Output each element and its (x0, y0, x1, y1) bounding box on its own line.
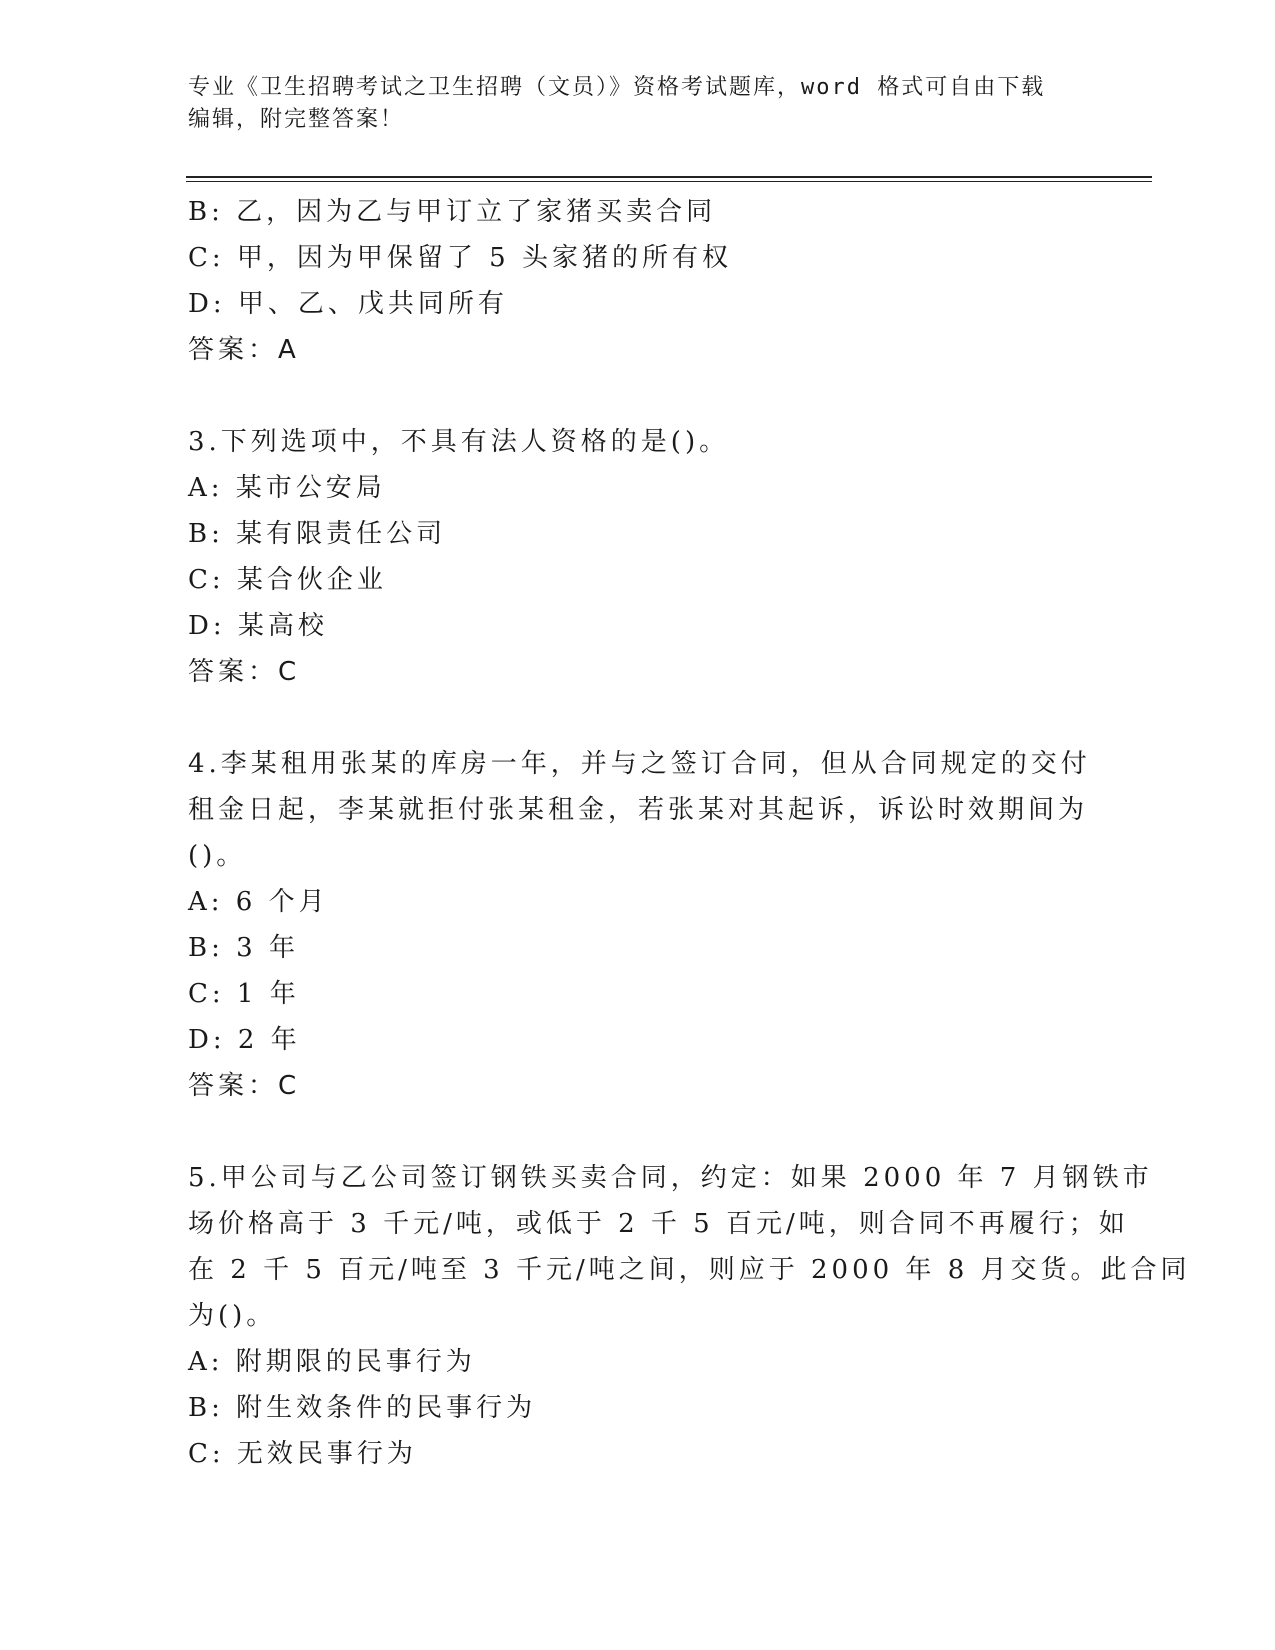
question-2 (188, 189, 1088, 373)
option-b: B: 附生效条件的民事行为 (188, 1393, 537, 1423)
answer: 答案：C (188, 1071, 301, 1101)
question-text-line-1: 5.甲公司与乙公司签订钢铁买卖合同，约定：如果 2000 年 7 月钢铁市 (188, 1163, 1153, 1193)
option-b: B: 乙，因为乙与甲订立了家猪买卖合同 (188, 197, 717, 227)
option-b: B: 3 年 (188, 933, 299, 963)
question-3 (188, 419, 1088, 695)
header-line-1: 专业《卫生招聘考试之卫生招聘（文员）》资格考试题库，word 格式可自由下载 (188, 75, 1046, 100)
question-text: 3.下列选项中，不具有法人资格的是()。 (188, 427, 730, 457)
header-divider-thin (186, 181, 1152, 182)
question-text-line-3: ()。 (188, 841, 247, 871)
option-a: A: 6 个月 (188, 887, 329, 917)
option-d: D: 2 年 (188, 1025, 301, 1055)
option-a: A: 附期限的民事行为 (188, 1347, 476, 1377)
question-text-line-3: 在 2 千 5 百元/吨至 3 千元/吨之间，则应于 2000 年 8 月交货。此合同 (188, 1255, 1191, 1285)
option-c: C: 某合伙企业 (188, 565, 387, 595)
option-c: C: 1 年 (188, 979, 300, 1009)
question-text-line-2: 租金日起，李某就拒付张某租金，若张某对其起诉，诉讼时效期间为 (188, 795, 1089, 825)
option-c: C: 甲，因为甲保留了 5 头家猪的所有权 (188, 243, 732, 273)
option-c: C: 无效民事行为 (188, 1439, 417, 1469)
option-d: D: 某高校 (188, 611, 328, 641)
question-4 (188, 741, 1091, 1109)
question-text-line-1: 4.李某租用张某的库房一年，并与之签订合同，但从合同规定的交付 (188, 749, 1091, 779)
question-text-line-4: 为()。 (188, 1301, 277, 1331)
header-line-2: 编辑，附完整答案！ (188, 107, 405, 132)
option-d: D: 甲、乙、戊共同所有 (188, 289, 508, 319)
answer: 答案：C (188, 657, 301, 687)
question-list (188, 189, 1191, 1477)
document-header (188, 72, 1068, 136)
option-b: B: 某有限责任公司 (188, 519, 447, 549)
question-5 (188, 1155, 1191, 1477)
question-text-line-2: 场价格高于 3 千元/吨，或低于 2 千 5 百元/吨，则合同不再履行；如 (188, 1209, 1129, 1239)
answer: 答案：A (188, 335, 300, 365)
option-a: A: 某市公安局 (188, 473, 386, 503)
header-divider-thick (186, 176, 1152, 178)
